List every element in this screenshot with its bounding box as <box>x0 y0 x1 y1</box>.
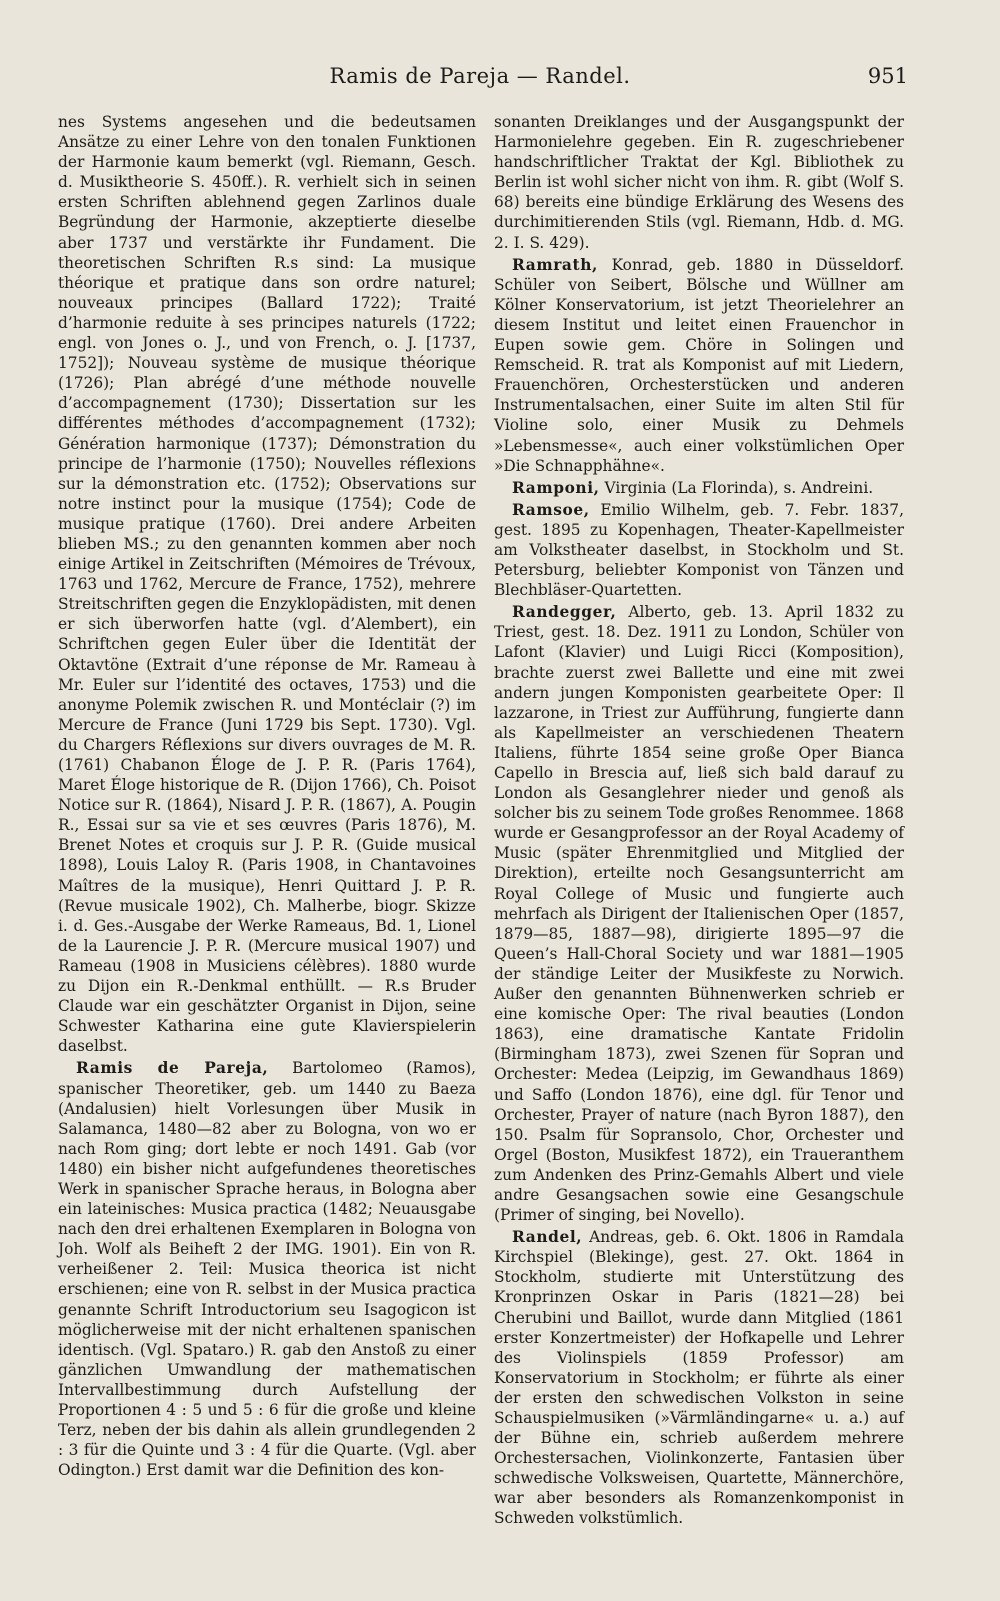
continuation-text: nes Systems angesehen und die bedeutsamen Ansätze zu einer Lehre von den tonalen Funktionen der Harmonie kaum bemerkt (vgl. Riemann, Gesch. d. Musiktheorie S. 450ff.). R. verhielt sich in seinen ersten Schriften ablehnend gegen Zarlinos duale Begründung der Harmonie, akzeptierte dieselbe aber 1737 und verstärkte ihr Fundament. Die theoretischen Schriften R.s sind: La musique théorique et pratique dans son ordre naturel; nouveaux principes (Ballard 1722); Traité d’harmonie reduite à ses principes naturels (1722; engl. von Jones o. J., und von French, o. J. [1737, 1752]); Nouveau système de musique théorique (1726); Plan abrégé d’une méthode nouvelle d’accompagnement (1730); Dissertation sur les différentes méthodes d’accompagnement (1732); Génération harmonique (1737); Démonstration du principe de l’harmonie (1750); Nouvelles réflexions sur la démonstration etc. (1752); Observations sur notre instinct pour la musique (1754); Code de musique pratique (1760). Drei andere Arbeiten blieben MS.; zu den genannten kommen aber noch einige Artikel in Zeitschriften (Mémoires de Trévoux, 1763 und 1762, Mercure de France, 1752), mehrere Streitschriften gegen die Enzyklopädisten, mit denen er sich überworfen hatte (vgl. d’Alembert), ein Schriftchen gegen Euler über die Identität der Oktavtöne (Extrait d’une réponse de Mr. Rameau à Mr. Euler sur l’identité des octaves, 1753) und die anonyme Polemik zwischen R. und Montéclair (?) im Mercure de France (Juni 1729 bis Sept. 1730). Vgl. du Chargers Réflexions sur divers ouvrages de M. R. (1761) Chabanon Éloge de J. P. R. (Paris 1764), Maret Éloge historique de R. (Dijon 1766), Ch. Poisot Notice sur R. (1864), Nisard J. P. R. (1867), A. Pougin R., Essai sur sa vie et ses œuvres (Paris 1876), M. Brenet Notes et croquis sur J. P. R. (Guide musical 1898), Louis Laloy R. (Paris 1908, in Chantavoines Maîtres de la musique), Henri Quittard J. P. R. (Revue musicale 1902), Ch. Malherbe, biogr. Skizze i. d. Ges.-Ausgabe der Werke Rameaus, Bd. 1, Lionel de la Laurencie J. P. R. (Mercure musical 1907) und Rameau (1908 in Musiciens célèbres). 1880 wurde zu Dijon ein R.-Denkmal enthüllt. — R.s Bruder Claude war ein geschätzter Organist in Dijon, seine Schwester Katharina eine gute Klavierspielerin daselbst. <box>58 113 476 1056</box>
dictionary-entry <box>494 1227 904 1528</box>
dictionary-entry <box>494 478 904 498</box>
entry-text: Alberto, geb. 13. April 1832 zu Triest, gest. 18. Dez. 1911 zu London, Schüler von Lafont (Klavier) und Luigi Ricci (Komposition), brachte zuerst zwei Ballette und eine mit zwei andern jungen Komponisten gearbeitete Oper: Il lazzarone, in Triest zur Aufführung, fungierte dann als Kapellmeister an verschiedenen Theatern Italiens, führte 1854 seine große Oper Bianca Capello in Brescia auf, ließ sich bald darauf zu London als Gesanglehrer nieder und genoß als solcher bis zu seinem Tode großes Renommee. 1868 wurde er Gesangprofessor an der Royal Academy of Music (später Ehrenmitglied und Mitglied der Direktion), erteilte noch Gesangsunterricht am Royal College of Music und fungierte auch mehrfach als Dirigent der Italienischen Oper (1857, 1879—85, 1887—98), dirigierte 1895—97 die Queen’s Hall-Choral Society und war 1881—1905 der ständige Leiter der Musikfeste zu Norwich. Außer den genannten Bühnenwerken schrieb er eine komische Oper: The rival beauties (London 1863), eine dramatische Kantate Fridolin (Birmingham 1873), zwei Szenen für Sopran und Orchester: Medea (Leipzig, im Gewandhaus 1869) und Saffo (London 1876), eine dgl. für Tenor und Orchester, Prayer of nature (nach Byron 1887), den 150. Psalm für Sopransolo, Chor, Orchester und Orgel (Boston, Musikfest 1872), ein Traueranthem zum Andenken des Prinz-Gemahls Albert und viele andre Gesangsachen sowie eine Gesangschule (Primer of singing, bei Novello). <box>494 603 904 1225</box>
left-column <box>58 112 476 1482</box>
right-column <box>494 112 904 1531</box>
page-number: 951 <box>867 64 908 88</box>
entry-lemma: Randegger, <box>512 603 617 622</box>
entry-lemma: Randel, <box>512 1228 583 1247</box>
entry-text: Andreas, geb. 6. Okt. 1806 in Ramdala Kirchspiel (Blekinge), gest. 27. Okt. 1864 in Stockholm, studierte mit Unterstützung des Kronprinzen Oskar in Paris (1821—28) bei Cherubini und Baillot, wurde dann Mitglied (1861 erster Konzertmeister) der Hofkapelle und Lehrer des Violinspiels (1859 Professor) am Konservatorium in Stockholm; er führte als einer der ersten den schwedischen Volkston in seine Schauspielmusiken (»Värmländingarne« u. a.) auf der Bühne ein, schrieb außerdem mehrere Orchestersachen, Violinkonzerte, Fantasien über schwedische Volksweisen, Quartette, Männerchöre, war aber besonders als Romanzenkomponist in Schweden volkstümlich. <box>494 1228 904 1528</box>
entry-lemma: Ramsoe, <box>512 500 590 519</box>
header-title: Ramis de Pareja — Randel. <box>329 64 631 88</box>
dictionary-entry <box>494 602 904 1225</box>
entry-text: Bartolomeo (Ramos), spanischer Theoretiker, geb. um 1440 zu Baeza (Andalusien) hielt Vorlesungen über Musik in Salamanca, 1480—82 aber zu Bologna, von wo er nach Rom ging; dort lebte er noch 1491. Gab (vor 1480) ein bisher nicht aufgefundenes theoretisches Werk in spanischer Sprache heraus, in Bologna aber ein lateinisches: Musica practica (1482; Neuausgabe nach den drei erhaltenen Exemplaren in Bologna von Joh. Wolf als Beiheft 2 der IMG. 1901). Ein von R. verheißener 2. Teil: Musica theorica ist nicht erschienen; eine von R. selbst in der Musica practica genannte Schrift Introductorium seu Isagogicon ist möglicherweise mit der nicht erhaltenen spanischen identisch. (Vgl. Spataro.) R. gab den Anstoß zu einer gänzlichen Umwandlung der mathematischen Intervallbestimmung durch Aufstellung der Proportionen 4 : 5 und 5 : 6 für die große und kleine Terz, neben der bis dahin als allein grundlegenden 2 : 3 für die Quinte und 3 : 4 für die Quarte. (Vgl. aber Odington.) Erst damit war die Definition des kon- <box>58 1059 477 1480</box>
entry-lemma: Ramponi, <box>512 478 600 497</box>
dictionary-entry <box>494 500 904 600</box>
entry-lemma: Ramrath, <box>512 255 598 274</box>
entry-lemma: Ramis de Pareja, <box>76 1059 269 1078</box>
entry-text: Konrad, geb. 1880 in Düsseldorf. Schüler von Seibert, Bölsche und Wüllner am Kölner Konservatorium, ist jetzt Theorielehrer an diesem Institut und leitet einen Frauenchor in Eupen sowie gem. Chöre in Solingen und Remscheid. R. trat als Komponist auf mit Liedern, Frauenchören, Orchesterstücken und anderen Instrumentalsachen, einer Suite im alten Stil für Violine solo, einer Musik zu Dehmels »Lebensmesse«, auch einer volkstümlichen Oper »Die Schnapphähne«. <box>494 255 904 475</box>
entry-text: Virginia (La Florinda), s. Andreini. <box>599 478 874 497</box>
dictionary-entry <box>58 1058 476 1480</box>
running-header <box>0 64 1000 104</box>
continuation-text: sonanten Dreiklanges und der Ausgangspunkt der Harmonielehre gegeben. Ein R. zugeschriebener handschriftlicher Traktat der Kgl. Bibliothek zu Berlin ist wohl sicher nicht von ihm. R. gibt (Wolf S. 68) bereits eine bündige Erklärung des Wesens des durchimitierenden Stils (vgl. Riemann, Hdb. d. MG. 2. I. S. 429). <box>494 113 904 252</box>
dictionary-entry <box>494 255 904 476</box>
entry-text: Emilio Wilhelm, geb. 7. Febr. 1837, gest. 1895 zu Kopenhagen, Theater-Kapellmeister am Volkstheater daselbst, in Stockholm und St. Petersburg, beliebter Komponist von Tänzen und Blechbläser-Quartetten. <box>494 500 904 600</box>
